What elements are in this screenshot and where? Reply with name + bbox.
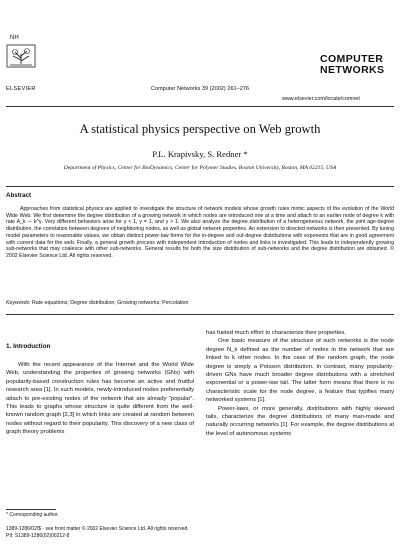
header-divider — [6, 106, 394, 107]
pii-line: PII: S1389-1286(02)00212-8 — [6, 532, 70, 539]
section-heading: 1. Introduction — [6, 343, 51, 350]
journal-logo — [320, 54, 394, 75]
keywords — [6, 300, 394, 306]
keywords-label: Keywords: — [6, 300, 31, 306]
journal-url[interactable]: www.elsevier.com/locate/comnet — [282, 96, 360, 102]
journal-logo-line2: NETWORKS — [320, 63, 385, 76]
publisher-name: ELSEVIER — [6, 86, 36, 92]
abstract-bottom-divider — [6, 314, 394, 315]
body-paragraph-continued: has fueled much effort to characterize their properties. — [206, 330, 346, 336]
article-title: A statistical physics perspective on Web growth — [79, 122, 321, 136]
body-paragraph: Power-laws, or more generally, distributions with highly skewed tails, characterize the degree distributions of many man-made and naturally occurring networks [1]. For example, the degree distributions at the level of autonomous systems — [206, 405, 394, 437]
journal-logo-line1: COMPUTER — [320, 53, 384, 65]
body-paragraph: One basic measure of the structure of such networks is the node degree N_k defined as the number of nodes in the network that are linked to k other nodes. In the case of the random graph, the node degree is simply a Poisson distribution. In contrast, many popularity-driven GNs have much broader degree distributions with a stretched exponential or a power-law tail. The latter form means that there is no characteristic scale for the node degree, a feature that typifies many networked systems [1]. — [206, 338, 394, 404]
footnote-divider — [6, 509, 56, 510]
journal-citation: Computer Networks 39 (2002) 261–276 — [150, 86, 250, 92]
publisher-mark: NH — [10, 35, 19, 41]
article-authors: P.L. Krapivsky, S. Redner * — [152, 149, 248, 159]
abstract-heading: Abstract — [6, 192, 32, 199]
body-column-left — [6, 361, 194, 437]
abstract-top-divider — [6, 186, 394, 187]
body-paragraph: With the recent appearance of the Internet and the World Wide Web, understanding the properties of growing networks (GNs) with popularity-based construction rules has become an active and fruitful research area [1]. In such models, newly-introduced nodes preferentially attach to pre-existing nodes of the network that are already “popular”. This leads to graphs whose structure is quite different from the well-known random graph [2,3] in which links are created at random between nodes without regard to their popularity. This discovery of a new class of graph theory problems — [6, 362, 194, 436]
body-column-right — [206, 329, 394, 438]
elsevier-tree-logo-icon — [6, 44, 36, 68]
copyright-block — [6, 526, 189, 539]
author-affiliation: Department of Physics, Center for BioDynamics, Center for Polymer Studies, Boston University, Boston, MA 02215, USA — [63, 165, 337, 171]
footnote: * Corresponding author. — [6, 512, 59, 518]
abstract-text: Approaches from statistical physics are applied to investigate the structure of network models whose growth rules mimic aspects of the evolution of the World Wide Web. We first determine the degree distribution of a growing network in which nodes are introduced one at a time and attach to an earlier node of degree k with rate A_k ∼ k^γ. Very different behaviors arise for γ < 1, γ = 1, and γ > 1. We also analyze the degree distribution of a heterogeneous network, the joint age-degree distribution, the correlation between degrees of neighboring nodes, as well as global network properties. An extension to directed networks is then presented. By tuning model parameters to reasonable values, we obtain distinct power-law forms for the in-degree and out-degree distributions with exponents that are in good agreement with current data for the web. Finally, a general growth process with independent introduction of nodes and links is investigated. This leads to independently growing sub-networks that may coalesce with other sub-networks. General results for both the size distribution of sub-networks and the degree distribution are obtained. © 2002 Elsevier Science Ltd. All rights reserved. — [6, 206, 394, 259]
issn-line: 1389-1286/02/$ - see front matter © 2002 Elsevier Science Ltd. All rights reserved. — [6, 526, 189, 532]
keywords-list: Rate equations; Degree distribution; Growing networks; Percolation — [31, 300, 189, 306]
